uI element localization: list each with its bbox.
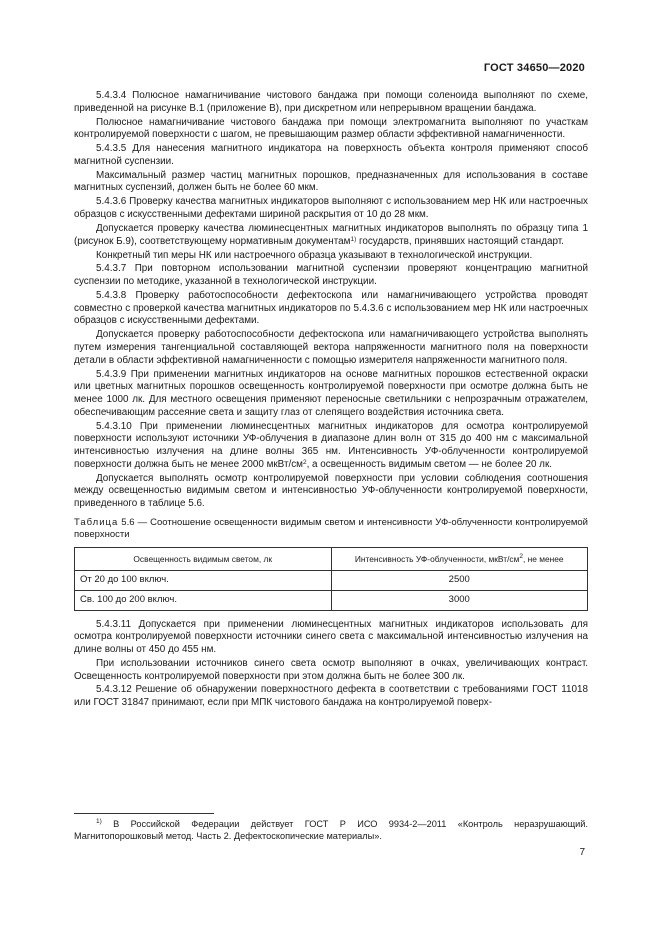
- paragraph: 5.4.3.12 Решение об обнаружении поверхностного дефекта в соответствии с требованиями ГОСТ 11018 или ГОСТ 31847 принимают, если при МПК чистового бандажа на контролируемой поверх-: [74, 684, 588, 709]
- document-code-header: ГОСТ 34650—2020: [483, 62, 585, 74]
- table-row: [75, 571, 588, 591]
- column-header-illumination: Освещенность видимым светом, лк: [75, 548, 332, 571]
- paragraph: 5.4.3.8 Проверку работоспособности дефектоскопа или намагничивающего устройства проводят совместно с проверкой качества магнитных индикаторов по 5.4.3.6 с использованием мер НК или настроечных образцов с искусственными дефектами.: [74, 290, 588, 327]
- table-cell-range: Св. 100 до 200 включ.: [75, 590, 332, 610]
- paragraph: Полюсное намагничивание чистового бандажа при помощи электромагнита выполняют по участкам контролируемой поверхности с шагом, не превышающим размер области эффективной намагниченности.: [74, 116, 588, 141]
- paragraph: 5.4.3.4 Полюсное намагничивание чистового бандажа при помощи соленоида выполняют по схеме, приведенной на рисунке В.1 (приложение В), при дискретном или непрерывном вращении бандажа.: [74, 90, 588, 114]
- paragraph: Допускается выполнять осмотр контролируемой поверхности при условии соблюдения соотношения между освещенностью видимым светом и интенсивностью УФ-облученности контролируемой поверхности, приведенного в таблице 5.6.: [74, 472, 588, 510]
- footnote: $^{1)}$ В Российской Федерации действует ГОСТ Р ИСО 9934-2—2011 «Контроль неразрушающий. Магнитопорошковый метод. Часть 2. Дефектоскопические материалы».: [74, 818, 588, 841]
- paragraph: Максимальный размер частиц магнитных порошков, предназначенных для использования в составе магнитных суспензий, должен быть не более 60 мкм.: [74, 169, 588, 194]
- table-row: [75, 590, 588, 610]
- table-cell-range: От 20 до 100 включ.: [75, 571, 332, 591]
- document-body: [74, 90, 588, 710]
- paragraph: При использовании источников синего света осмотр выполняют в очках, увеличивающих контраст. Освещенность контролируемой поверхности при этом должна быть не более 300 лк.: [74, 657, 588, 682]
- table-cell-value: 3000: [331, 590, 588, 610]
- paragraph: 5.4.3.7 При повторном использовании магнитной суспензии проверяют концентрацию магнитной суспензии по методике, указанной в технологической инструкции.: [74, 263, 588, 288]
- table-header-row: [75, 548, 588, 571]
- paragraph: Допускается проверку работоспособности дефектоскопа или намагничивающего устройства выполнять путем измерения тангенциальной составляющей вектора напряженности магнитного поля на поверхности детали в области эффективной намагниченности с помощью измерителя напряженности магнитного поля.: [74, 329, 588, 366]
- footnote-mark: 1): [96, 818, 102, 825]
- footnote-divider: [74, 813, 214, 814]
- illumination-table: [74, 547, 588, 610]
- table-cell-value: 2500: [331, 571, 588, 591]
- paragraph: 5.4.3.11 Допускается при применении люминесцентных магнитных индикаторов использовать для осмотра контролируемой поверхности источники синего света с максимальной интенсивностью излучения на длине волны от 450 до 455 нм.: [74, 618, 588, 655]
- paragraph: 5.4.3.9 При применении магнитных индикаторов на основе магнитных порошков естественной окраски или цветных магнитных порошков освещенность контролируемой поверхности при осмотре должна быть не менее 1000 лк. Для местного освещения применяют переносные светильники с непрозрачным отражателем, обеспечивающим рассеяние света и защиту глаз от слепящего воздействия источника света.: [74, 368, 588, 418]
- paragraph: 5.4.3.6 Проверку качества магнитных индикаторов выполняют с использованием мер НК или настроечных образцов с искусственными дефектами шириной раскрытия от 10 до 28 мкм.: [74, 196, 588, 221]
- paragraph: Конкретный тип меры НК или настроечного образца указывают в технологической инструкции.: [96, 249, 533, 261]
- paragraph-uv: 5.4.3.10 При применении люминесцентных магнитных индикаторов для осмотра контролируемой поверхности используют источники УФ-облучения в диапазоне длин волн от 315 до 400 нм с максимальной интенсивностью излучения на длине волны 365 нм. Интенсивность УФ-облученности контролируемой поверхности должна быть не менее 2000 мкВт/$см^2$, а освещенность видимым светом — не более 20 лк.: [74, 420, 588, 470]
- footnote-reference: 1): [350, 235, 357, 243]
- page-number: 7: [579, 847, 585, 858]
- paragraph-with-footnote-ref: Допускается проверку качества люминесцентных магнитных индикаторов выполнять по образцу типа 1 (рисунок Б.9), соответствующему нормативным документам$^{1)}$ государств, принявших настоящий стандарт.: [74, 222, 588, 247]
- column-header-uv-intensity: Интенсивность УФ-облученности, мкВт/$см^2$, не менее: [331, 548, 588, 571]
- paragraph: 5.4.3.5 Для нанесения магнитного индикатора на поверхность объекта контроля применяют способ магнитной суспензии.: [74, 143, 588, 167]
- table-caption: Таблица 5.6 — Соотношение освещенности видимым светом и интенсивности УФ-облученности контролируемой поверхности: [74, 516, 588, 541]
